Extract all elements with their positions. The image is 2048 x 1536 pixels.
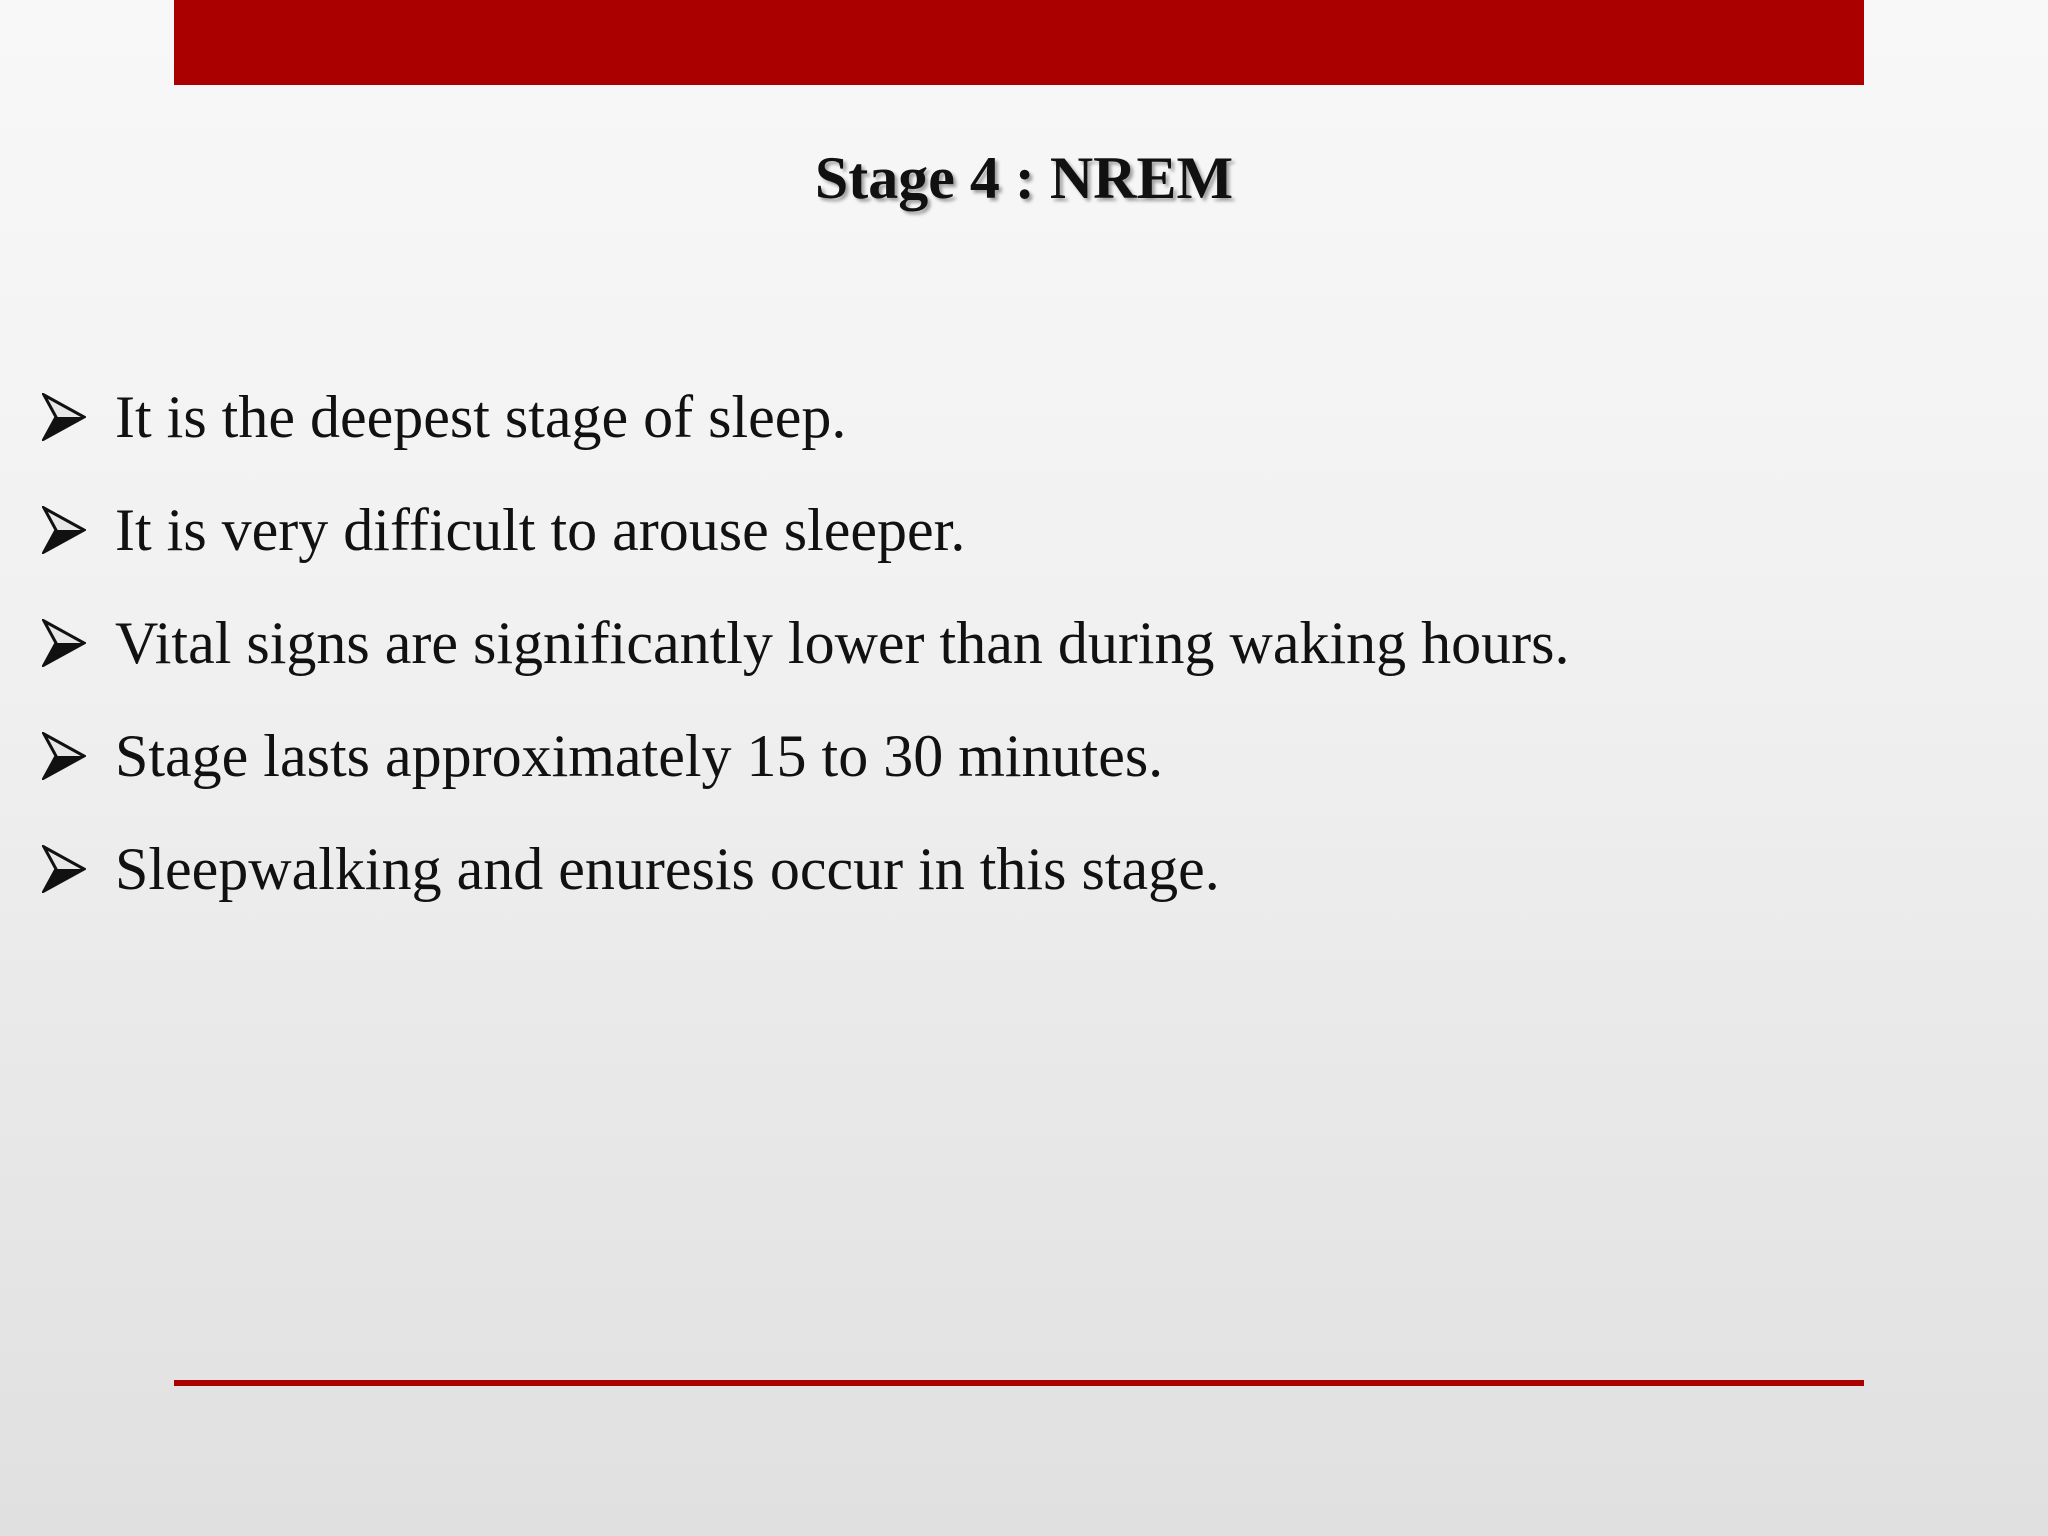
arrowhead-bullet-icon [40, 613, 88, 673]
list-item [0, 360, 2000, 473]
arrowhead-bullet-icon [40, 387, 88, 447]
bullet-text: Stage lasts approximately 15 to 30 minutes. [115, 722, 1164, 789]
bullet-text: It is very difficult to arouse sleeper. [115, 496, 966, 563]
list-item [0, 586, 2000, 699]
bullet-text: Sleepwalking and enuresis occur in this stage. [115, 835, 1220, 902]
bullet-list [0, 360, 2000, 925]
arrowhead-bullet-icon [40, 726, 88, 786]
bullet-text: It is the deepest stage of sleep. [115, 383, 847, 450]
list-item [0, 473, 2000, 586]
arrowhead-bullet-icon [40, 500, 88, 560]
top-accent-bar [174, 0, 1864, 85]
bottom-accent-line [174, 1380, 1864, 1386]
arrowhead-bullet-icon [40, 839, 88, 899]
slide-title: Stage 4 : NREM [814, 145, 1234, 211]
bullet-text: Vital signs are significantly lower than during waking hours. [115, 609, 1570, 676]
list-item [0, 812, 2000, 925]
list-item [0, 699, 2000, 812]
